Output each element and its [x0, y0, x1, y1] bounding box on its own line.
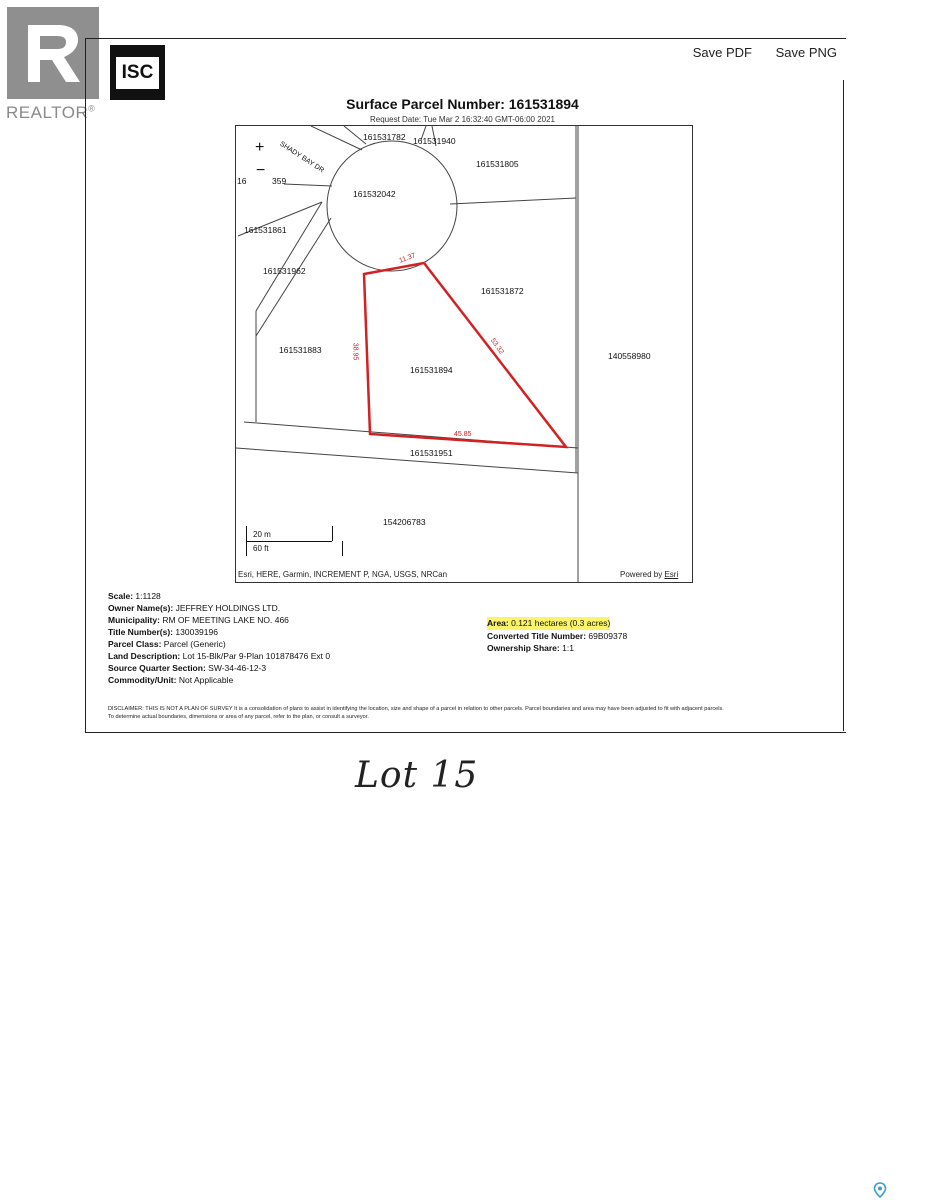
isc-logo-text: ISC — [116, 57, 159, 89]
map-pin-icon — [873, 1182, 887, 1198]
scale-imperial: 60 ft — [253, 544, 269, 553]
save-pdf-button[interactable]: Save PDF — [692, 45, 752, 60]
dimension-label: 53.32 — [488, 337, 505, 356]
dimension-label: 45.85 — [454, 431, 472, 438]
isc-logo — [110, 45, 165, 100]
parcel-label: 154206783 — [383, 517, 426, 527]
disclaimer — [108, 705, 843, 721]
parcel-map[interactable] — [235, 125, 693, 583]
save-toolbar — [673, 45, 837, 60]
handwritten-note: Lot 15 — [355, 755, 479, 796]
parcel-label: 140558980 — [608, 351, 651, 361]
road-label: SHADY BAY DR — [278, 140, 326, 175]
parcel-label: 161531861 — [244, 225, 287, 235]
request-date: Request Date: Tue Mar 2 16:32:40 GMT-06:00 2021 — [370, 115, 555, 124]
road-edge — [311, 126, 362, 150]
powered-by: Powered by Esri — [620, 570, 679, 579]
esri-link[interactable]: Esri — [664, 570, 679, 579]
subject-parcel-boundary — [364, 263, 566, 447]
parcel-label: 161531962 — [263, 266, 306, 276]
disclaimer-line: To determine actual boundaries, dimensions or area of any parcel, refer to the plan, or consult a surveyor. — [108, 714, 369, 720]
zoom-in-button[interactable]: + — [255, 139, 265, 156]
parcel-label: 16 — [237, 176, 247, 186]
parcel-details: Scale: 1:1128 Owner Name(s): JEFFREY HOLDINGS LTD. Municipality: RM OF MEETING LAKE NO. 466 Title Number(s): 130039196 Parcel Class: Parcel (Generic) Land Description: Lot 15-Blk/Par 9-Plan 101878476 Ext 0 Source Quarter Section: SW-34-46-12-3 Commodity/Unit: Not Applicable — [108, 591, 331, 685]
dimension-label: 38.95 — [351, 342, 359, 361]
parcel-label: 161531883 — [279, 345, 322, 355]
parcel-label: 161531782 — [363, 132, 406, 142]
parcel-label: 161531940 — [413, 136, 456, 146]
scale-metric: 20 m — [253, 530, 271, 539]
parcel-label: 161532042 — [353, 189, 396, 199]
map-credits: Esri, HERE, Garmin, INCREMENT P, NGA, USGS, NRCan — [238, 570, 448, 579]
save-png-button[interactable]: Save PNG — [775, 45, 837, 60]
parcel-label: 161531951 — [410, 448, 453, 458]
realtor-wordmark: REALTOR® — [6, 103, 96, 122]
disclaimer-line: DISCLAIMER: THIS IS NOT A PLAN OF SURVEY It is a consolidation of plans to assist in identifying the location, size and shape of a parcel in relation to other parcels. Parcel boundaries and area may have been adjusted to fit with adjacent parcels. — [108, 706, 724, 712]
parcel-label: 161531805 — [476, 159, 519, 169]
parcel-details-right: Area: 0.121 hectares (0.3 acres) Converted Title Number: 69B09378 Ownership Share: 1:1 — [487, 618, 628, 653]
area-highlight: Area: 0.121 hectares (0.3 acres) — [487, 618, 611, 628]
parcel-label: 359 — [272, 176, 287, 186]
zoom-out-button[interactable]: − — [256, 162, 266, 179]
scale-bar — [246, 526, 333, 556]
parcel-label: 161531894 — [410, 365, 453, 375]
page-title: Surface Parcel Number: 161531894 — [346, 96, 579, 112]
dimension-label: 11.37 — [398, 252, 417, 265]
cul-de-sac-boundary — [327, 141, 457, 271]
document-frame-right — [843, 80, 844, 731]
parcel-label: 161531872 — [481, 286, 524, 296]
